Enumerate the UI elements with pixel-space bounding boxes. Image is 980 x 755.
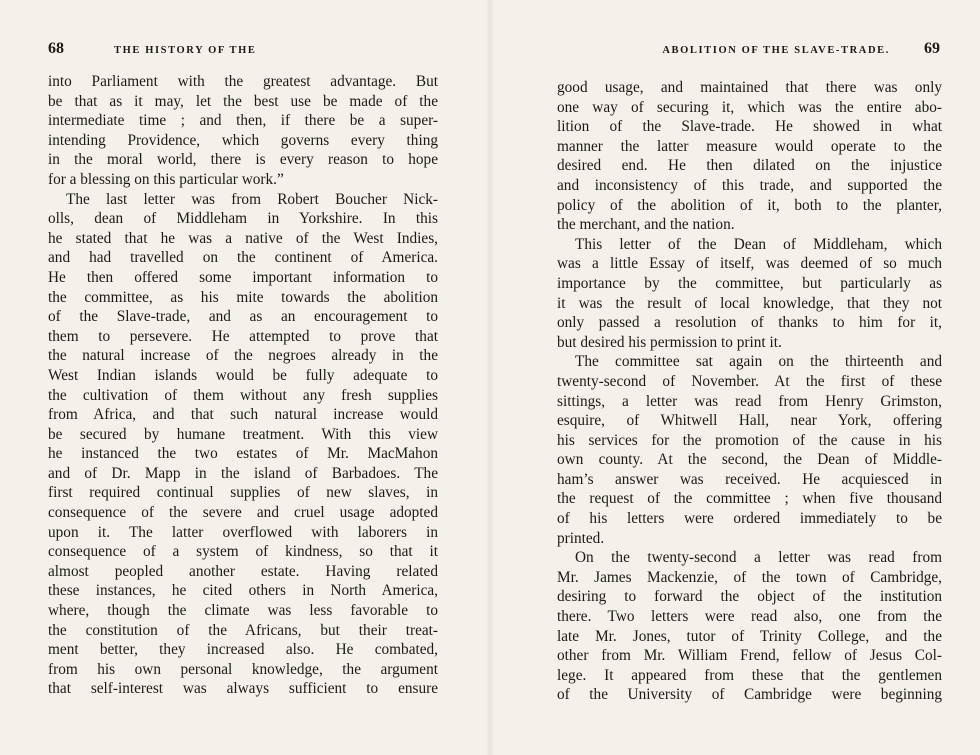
text-line: he instanced the two estates of Mr. MacMahon	[48, 445, 438, 463]
right-page	[490, 0, 980, 755]
text-line: and of Dr. Mapp in the island of Barbadoes. The	[48, 464, 438, 482]
text-line: the request of the committee ; when five thousand	[557, 490, 942, 508]
text-line: esquire, of Whitwell Hall, near York, offering	[557, 412, 942, 430]
text-line: olls, dean of Middleham in Yorkshire. In this	[48, 210, 438, 228]
text-line: own county. At the second, the Dean of Middle-	[557, 451, 942, 469]
text-line: Mr. James Mackenzie, of the town of Cambridge,	[557, 568, 942, 586]
text-line: intending Providence, which governs every thing	[48, 131, 438, 149]
text-line: of the Slave-trade, and as an encouragement to	[48, 308, 438, 326]
text-line: consequence of the severe and cruel usage adopted	[48, 504, 438, 522]
text-line: policy of the abolition of it, both to the planter,	[557, 196, 942, 214]
left-page-header	[48, 40, 438, 64]
text-line: them to persevere. He attempted to prove that	[48, 327, 438, 345]
text-line: there. Two letters were read also, one from the	[557, 608, 942, 626]
right-page-header	[555, 40, 940, 64]
text-line: from Africa, and that such natural increase would	[48, 406, 438, 424]
text-line: the committee, as his mite towards the abolition	[48, 288, 438, 306]
text-line: twenty-second of November. At the first of these	[557, 372, 942, 390]
left-running-head: THE HISTORY OF THE	[114, 45, 257, 56]
text-line: only passed a resolution of thanks to him for it,	[557, 314, 942, 332]
right-page-body	[557, 78, 942, 705]
text-line: The last letter was from Robert Boucher Nick-	[66, 190, 438, 208]
text-line: be secured by humane treatment. With this view	[48, 425, 438, 443]
text-line: the natural increase of the negroes already in the	[48, 347, 438, 365]
text-line: his services for the promotion of the cause in his	[557, 431, 942, 449]
right-running-head: ABOLITION OF THE SLAVE-TRADE.	[662, 45, 890, 56]
text-line: desiring to forward the object of the institution	[557, 588, 942, 606]
text-line: almost peopled another estate. Having related	[48, 562, 438, 580]
text-line: He then offered some important information to	[48, 268, 438, 286]
text-line: other from Mr. William Frend, fellow of Jesus Col-	[557, 647, 942, 665]
text-line: late Mr. Jones, tutor of Trinity College, and the	[557, 627, 942, 645]
text-line: ment better, they increased also. He combated,	[48, 641, 438, 659]
text-line: manner the latter measure would operate to the	[557, 137, 942, 155]
text-line: upon it. The latter overflowed with laborers in	[48, 523, 438, 541]
text-line: was a little Essay of itself, was deemed of so much	[557, 255, 942, 273]
text-line: one way of securing it, which was the entire abo-	[557, 98, 942, 116]
text-line: where, though the climate was less favorable to	[48, 602, 438, 620]
text-line: these instances, he cited others in North America,	[48, 582, 438, 600]
text-line: into Parliament with the greatest advantage. But	[48, 73, 438, 90]
text-line: and had travelled on the continent of America.	[48, 249, 438, 267]
text-line: On the twenty-second a letter was read from	[575, 549, 942, 567]
text-line: the constitution of the Africans, but their treat-	[48, 621, 438, 639]
text-line: of his letters were ordered immediately to be	[557, 510, 942, 528]
text-line: ham’s answer was received. He acquiesced in	[557, 470, 942, 488]
text-line: the merchant, and the nation.	[557, 216, 735, 234]
text-line: sittings, a letter was read from Henry Grimston,	[557, 392, 942, 410]
text-line: that self-interest was always sufficient to ensure	[48, 680, 438, 698]
text-line: consequence of a system of kindness, so that it	[48, 543, 438, 561]
left-page-number: 68	[48, 40, 64, 57]
text-line: first required continual supplies of new slaves, in	[48, 484, 438, 502]
text-line: but desired his permission to print it.	[557, 333, 782, 351]
text-line: importance by the committee, but particularly as	[557, 274, 942, 292]
text-line: it was the result of local knowledge, that they not	[557, 294, 942, 312]
text-line: he stated that he was a native of the West Indies,	[48, 229, 438, 247]
text-line: The committee sat again on the thirteenth and	[575, 353, 942, 371]
text-line: This letter of the Dean of Middleham, which	[575, 235, 942, 253]
text-line: the cultivation of them without any fresh supplies	[48, 386, 438, 404]
text-line: from his own personal knowledge, the argument	[48, 660, 438, 678]
text-line: West Indian islands would be fully adequate to	[48, 366, 438, 384]
right-page-number: 69	[924, 40, 940, 57]
text-line: desired end. He then dilated on the injustice	[557, 157, 942, 175]
text-line: for a blessing on this particular work.”	[48, 170, 284, 188]
text-line: lege. It appeared from these that the gentlemen	[557, 666, 942, 684]
text-line: printed.	[557, 529, 605, 547]
text-line: be that as it may, let the best use be made of the	[48, 92, 438, 110]
text-line: intermediate time ; and then, if there be a super-	[48, 112, 438, 130]
left-page-body	[48, 72, 438, 699]
text-line: of the University of Cambridge were beginning	[557, 686, 942, 704]
text-line: and inconsistency of this trade, and supported the	[557, 176, 942, 194]
text-line: in the moral world, there is every reason to hope	[48, 151, 438, 169]
text-line: good usage, and maintained that there was only	[557, 79, 942, 96]
text-line: lition of the Slave-trade. He showed in what	[557, 118, 942, 136]
